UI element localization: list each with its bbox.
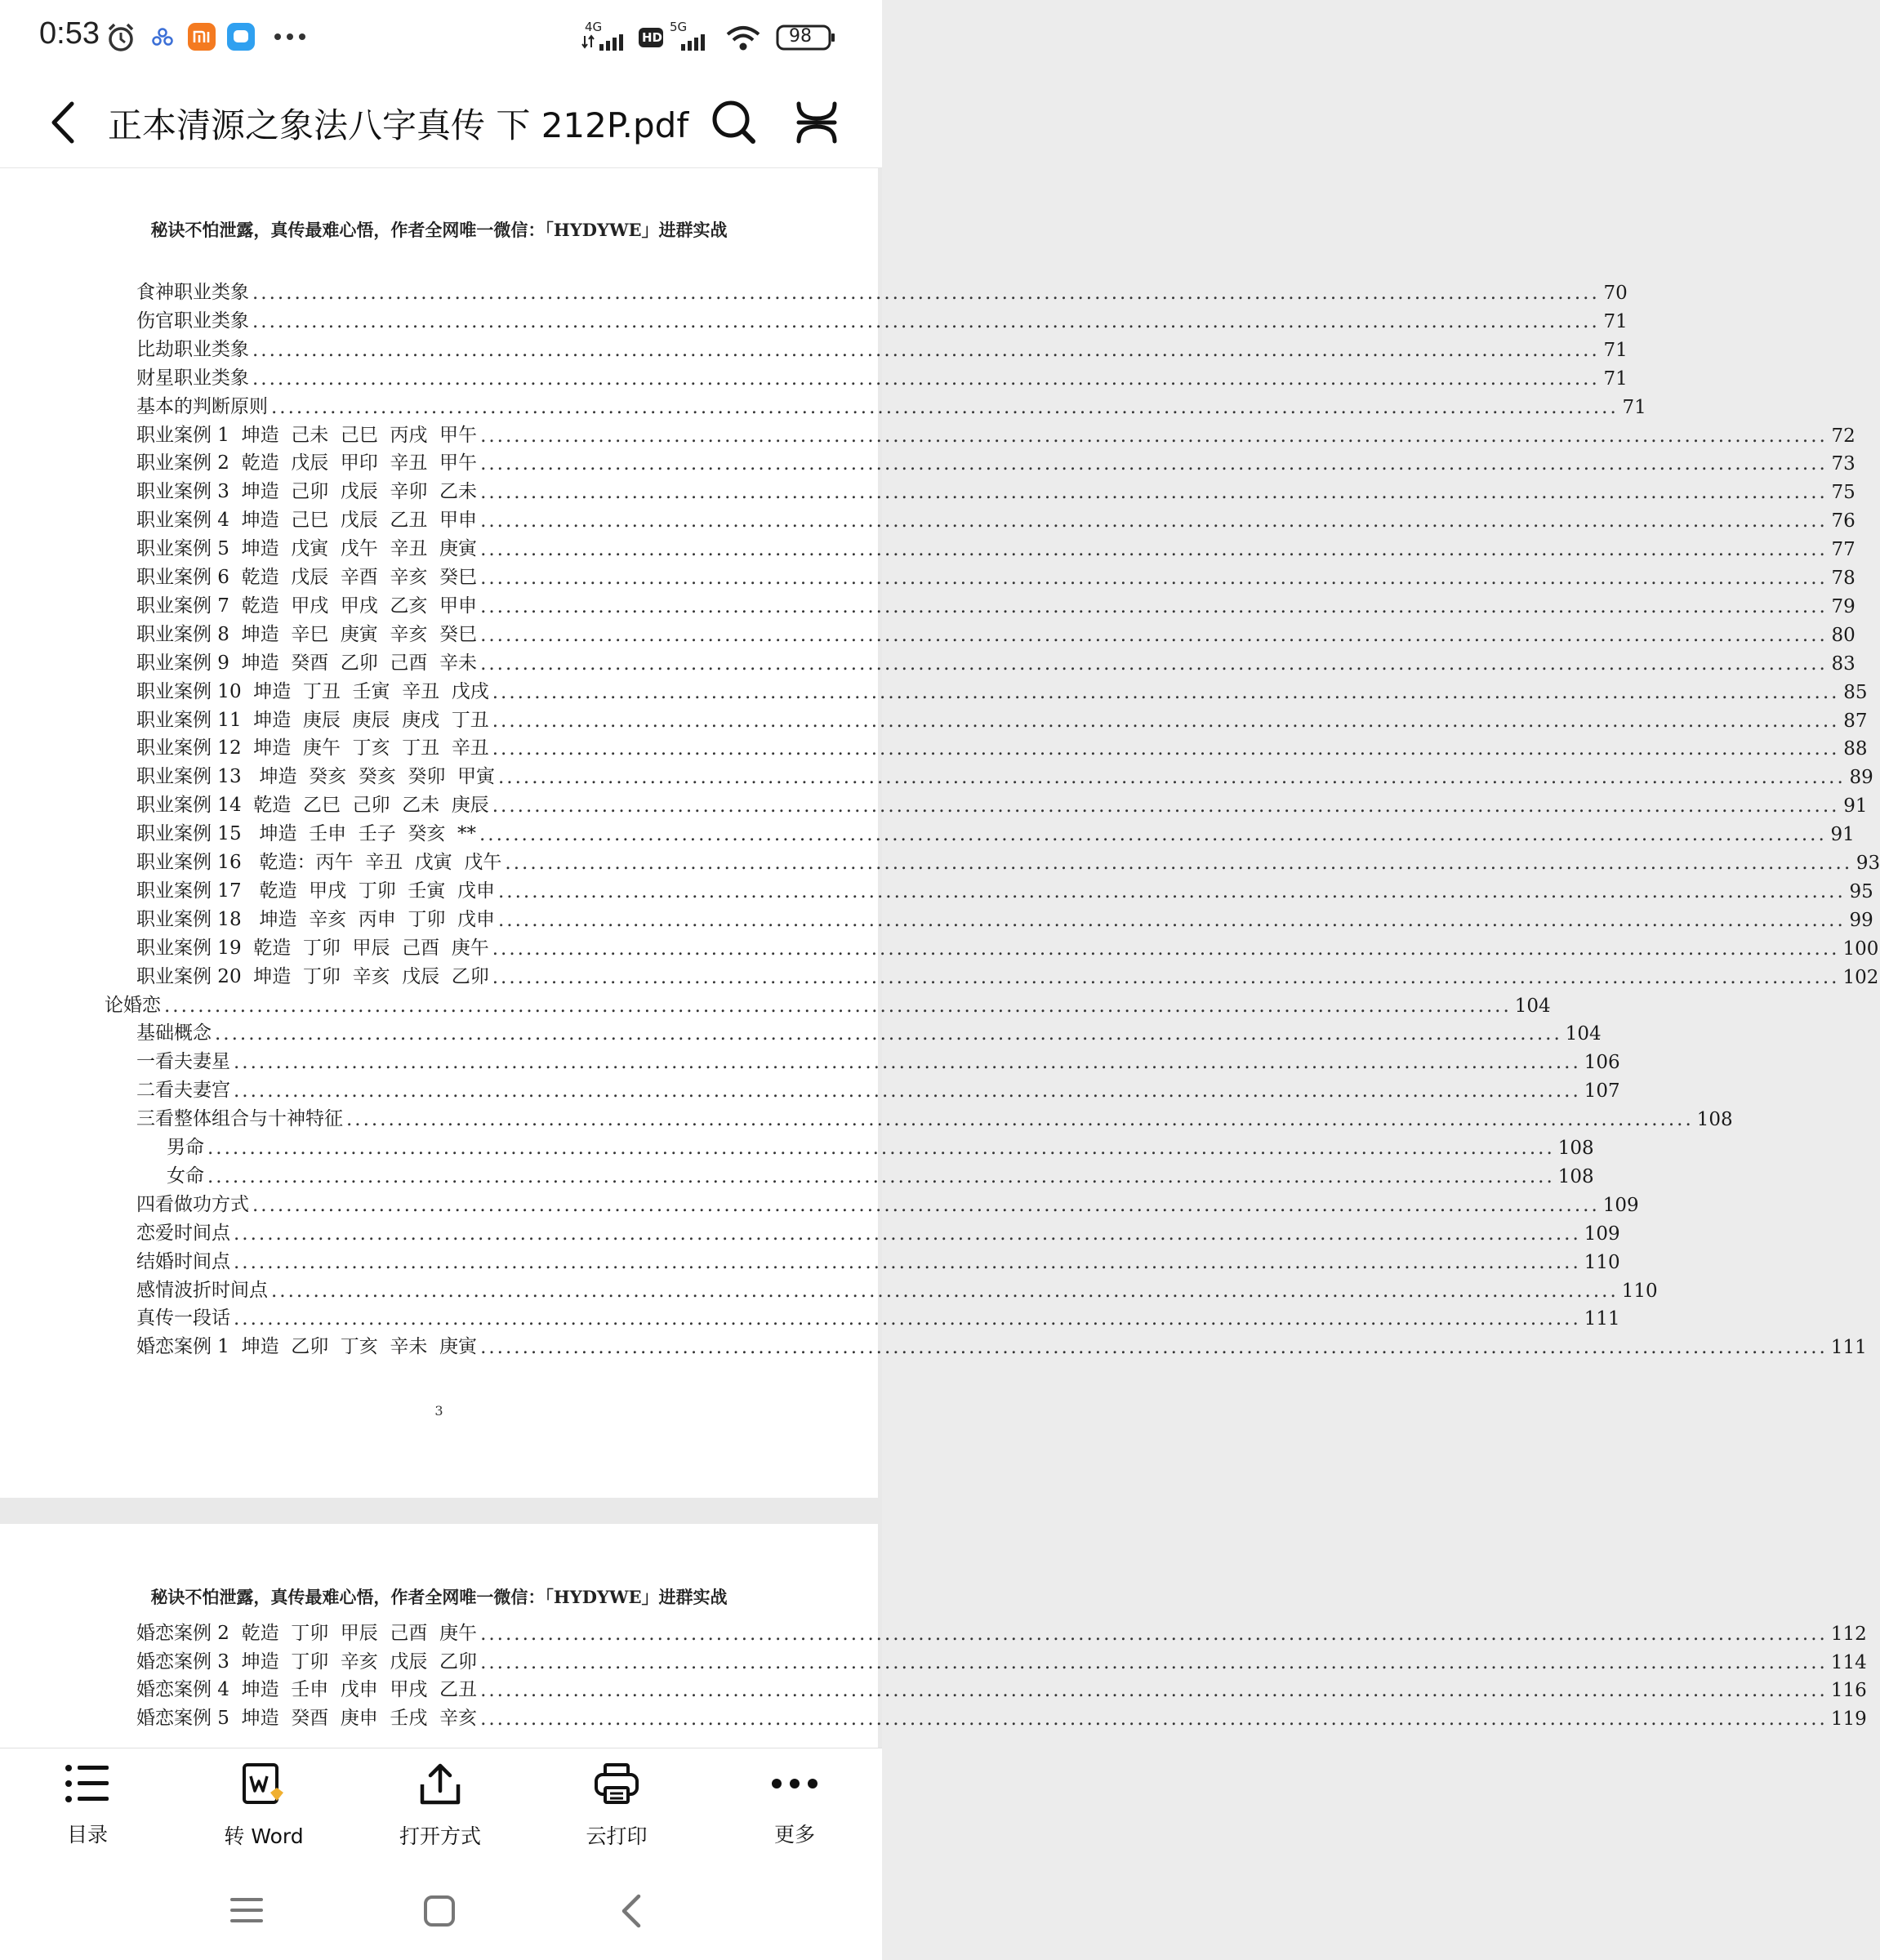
toc-entry-title: 感情波折时间点 — [136, 1279, 268, 1301]
toc-entry[interactable] — [136, 1702, 1867, 1730]
toc-entry-page: 91 — [1843, 795, 1868, 817]
toc-entry[interactable] — [136, 1217, 1620, 1245]
toc-dot-leader: ................................................................................................................................................................ — [480, 624, 1828, 646]
toc-entry-title: 职业案例 14 乾造 乙巳 己卯 乙未 庚辰 — [136, 795, 489, 817]
toc-entry-page: 108 — [1696, 1109, 1733, 1131]
toc-entry-title: 职业案例 3 坤造 己卯 戊辰 辛卯 乙未 — [136, 481, 478, 503]
toc-dot-leader: ................................................................................................................................................................ — [252, 368, 1600, 390]
page-header-text: 秘诀不怕泄露，真传最难心悟，作者全网唯一微信：「HYDYWE」进群实战 — [150, 1587, 728, 1607]
toc-entry[interactable] — [136, 1017, 1602, 1045]
toc-entry-title: 职业案例 10 坤造 丁丑 壬寅 辛丑 戊戌 — [136, 680, 489, 702]
toc-entry-page: 102 — [1842, 966, 1879, 988]
back-arrow-icon[interactable] — [47, 100, 80, 145]
toc-entry[interactable] — [136, 276, 1628, 304]
network-type-4g: 4G — [585, 20, 603, 34]
toc-entry-page: 104 — [1514, 995, 1551, 1017]
toc-entry-page: 88 — [1843, 738, 1868, 760]
toc-dot-leader: ................................................................................................................................................................ — [234, 1223, 1581, 1245]
toc-entry-page: 77 — [1831, 539, 1855, 561]
toc-entry-page: 116 — [1830, 1680, 1867, 1701]
toc-entry-page: 99 — [1849, 909, 1873, 931]
toc-entry-title: 婚恋案例 1 坤造 乙卯 丁亥 辛未 庚寅 — [136, 1336, 478, 1358]
toc-entry[interactable] — [136, 789, 1868, 817]
hd-label: HD — [642, 30, 663, 45]
toc-entry[interactable] — [136, 1045, 1620, 1074]
toc-dot-leader: ................................................................................................................................................................ — [498, 880, 1846, 902]
connection-icon — [152, 28, 173, 46]
toc-dot-leader: ................................................................................................................................................................ — [480, 1337, 1828, 1359]
toc-button[interactable] — [26, 1763, 149, 1848]
toc-entry-title: 婚恋案例 2 乾造 丁卯 甲辰 己酉 庚午 — [136, 1623, 478, 1644]
toc-entry-title: 职业案例 15 坤造 壬申 壬子 癸亥 ** — [136, 823, 476, 845]
toc-dot-leader: ................................................................................................................................................................ — [271, 1280, 1619, 1302]
toc-entry[interactable] — [136, 704, 1868, 732]
toc-entry[interactable] — [136, 932, 1879, 960]
toc-entry-title: 二看夫妻宫 — [136, 1080, 230, 1102]
pdf-page — [0, 168, 1880, 1498]
toc-entry-title: 职业案例 1 坤造 己未 己巳 丙戌 甲午 — [136, 424, 478, 446]
toc-dot-leader: ................................................................................................................................................................ — [480, 425, 1828, 447]
toc-entry-page: 114 — [1830, 1651, 1867, 1673]
toc-entry-page: 73 — [1831, 453, 1855, 475]
toc-entry-page: 71 — [1603, 310, 1628, 332]
toc-dot-leader: ................................................................................................................................................................ — [346, 1109, 1694, 1131]
toc-entry[interactable] — [136, 647, 1855, 675]
toc-entry-title: 职业案例 9 坤造 癸酉 乙卯 己酉 辛未 — [136, 652, 478, 674]
toc-entry-title: 职业案例 7 乾造 甲戌 甲戌 乙亥 甲申 — [136, 595, 478, 617]
toc-entry-title: 职业案例 19 乾造 丁卯 甲辰 己酉 庚午 — [136, 937, 489, 959]
word-convert-icon — [239, 1763, 288, 1806]
toc-entry-title: 婚恋案例 4 坤造 壬申 戊申 甲戌 乙丑 — [136, 1679, 478, 1700]
toc-entry-title: 职业案例 2 乾造 戊辰 甲印 辛丑 甲午 — [136, 452, 478, 474]
system-nav-bar — [0, 1862, 882, 1960]
toc-dot-leader: ................................................................................................................................................................ — [480, 510, 1828, 532]
more-label: 更多 — [773, 1823, 815, 1846]
toc-entry-page: 108 — [1557, 1138, 1594, 1159]
toc-entry-title: 职业案例 12 坤造 庚午 丁亥 丁丑 辛丑 — [136, 737, 489, 760]
alarm-icon — [105, 21, 137, 54]
toc-dot-leader: ................................................................................................................................................................ — [252, 339, 1600, 361]
toc-entry[interactable] — [136, 504, 1855, 532]
share-icon — [417, 1763, 463, 1806]
toc-entry-title: 职业案例 17 乾造 甲戌 丁卯 壬寅 戊申 — [136, 880, 495, 902]
toc-entry[interactable] — [136, 960, 1879, 988]
toc-entry-page: 110 — [1621, 1280, 1658, 1302]
toc-dot-leader: ................................................................................................................................................................ — [234, 1080, 1581, 1102]
toc-entry-title: 恋爱时间点 — [136, 1222, 230, 1244]
toc-entry[interactable] — [136, 1188, 1639, 1216]
toc-dot-leader: ................................................................................................................................................................ — [480, 1624, 1828, 1645]
more-notifications-icon — [274, 33, 306, 41]
toc-dot-leader: ................................................................................................................................................................ — [480, 568, 1828, 589]
toc-entry-title: 男命 — [167, 1137, 204, 1158]
document-top-bar — [0, 78, 882, 168]
toc-entry-title: 婚恋案例 3 坤造 丁卯 辛亥 戊辰 乙卯 — [136, 1650, 478, 1673]
toc-entry[interactable] — [136, 419, 1855, 447]
toc-dot-leader: ................................................................................................................................................................ — [480, 653, 1828, 675]
toc-dot-leader: ................................................................................................................................................................ — [492, 710, 1840, 732]
back-nav-icon[interactable] — [617, 1893, 645, 1929]
toc-entry-page: 71 — [1622, 396, 1646, 418]
toc-entry[interactable] — [136, 362, 1628, 390]
toc-dot-leader: ................................................................................................................................................................ — [480, 539, 1828, 561]
toc-dot-leader: ................................................................................................................................................................ — [271, 396, 1619, 418]
convert-to-word-button[interactable] — [203, 1763, 325, 1850]
toc-entry-title: 基础概念 — [136, 1022, 212, 1045]
toc-entry[interactable] — [167, 1131, 1594, 1159]
toc-dot-leader: ................................................................................................................................................................ — [252, 310, 1600, 332]
toc-entry-page: 79 — [1831, 595, 1855, 617]
toc-dot-leader: ................................................................................................................................................................ — [480, 1680, 1828, 1701]
toc-entry[interactable] — [136, 1074, 1620, 1102]
toc-entry[interactable] — [136, 1330, 1867, 1359]
toc-entry[interactable] — [136, 333, 1628, 361]
toc-entry-page: 72 — [1831, 425, 1855, 447]
toc-entry-title: 财星职业类象 — [136, 367, 249, 389]
toc-entry[interactable] — [136, 732, 1868, 760]
open-with-button[interactable] — [379, 1763, 501, 1850]
message-app-icon — [227, 23, 255, 51]
toc-dot-leader: ................................................................................................................................................................ — [492, 938, 1840, 960]
toc-entry[interactable] — [136, 590, 1855, 617]
wifi-icon — [725, 24, 761, 52]
toc-dot-leader: ................................................................................................................................................................ — [252, 283, 1600, 304]
toc-entry-title: 伤官职业类象 — [136, 310, 249, 332]
toc-entry-page: 87 — [1843, 710, 1868, 732]
toc-entry[interactable] — [136, 903, 1873, 931]
toc-entry-title: 职业案例 4 坤造 己巳 戊辰 乙丑 甲申 — [136, 510, 478, 532]
page-header-text: 秘诀不怕泄露，真传最难心悟，作者全网唯一微信：「HYDYWE」进群实战 — [150, 220, 728, 240]
mi-app-icon — [188, 23, 216, 51]
toc-entry-title: 职业案例 20 坤造 丁卯 辛亥 戊辰 乙卯 — [136, 965, 489, 987]
toc-entry-page: 78 — [1831, 568, 1855, 589]
toc-dot-leader: ................................................................................................................................................................ — [492, 681, 1840, 703]
toc-dot-leader: ................................................................................................................................................................ — [505, 853, 1853, 874]
signal-4g-icon — [581, 33, 630, 51]
toc-entry-page: 112 — [1830, 1624, 1867, 1645]
toc-entry-page: 95 — [1849, 880, 1873, 902]
toc-entry-page: 119 — [1830, 1708, 1867, 1730]
more-dots-icon — [770, 1763, 819, 1804]
toc-entry-page: 83 — [1831, 653, 1855, 675]
signal-5g-icon — [675, 33, 715, 51]
network-type-5g: 5G — [670, 20, 688, 34]
toc-entry[interactable] — [136, 1617, 1867, 1645]
toc-entry[interactable] — [136, 1673, 1867, 1701]
toc-dot-leader: ................................................................................................................................................................ — [207, 1165, 1555, 1187]
search-icon[interactable] — [711, 99, 756, 146]
toc-entry-title: 基本的判断原则 — [136, 395, 268, 417]
toc-entry[interactable] — [136, 760, 1873, 789]
battery-level: 98 — [789, 26, 812, 47]
recent-apps-icon[interactable] — [230, 1896, 263, 1924]
toc-entry-page: 91 — [1830, 824, 1855, 846]
toc-entry[interactable] — [136, 390, 1646, 418]
toc-entry-title: 真传一段话 — [136, 1307, 230, 1330]
cloud-print-label: 云打印 — [586, 1824, 648, 1848]
toc-dot-leader: ................................................................................................................................................................ — [234, 1052, 1581, 1074]
toc-entry-title: 职业案例 6 乾造 戊辰 辛酉 辛亥 癸巳 — [136, 567, 478, 588]
cloud-print-button[interactable] — [555, 1763, 678, 1850]
toc-entry[interactable] — [167, 1160, 1594, 1187]
toc-entry-title: 职业案例 13 坤造 癸亥 癸亥 癸卯 甲寅 — [136, 766, 495, 788]
toc-dot-leader: ................................................................................................................................................................ — [492, 738, 1840, 760]
toc-entry-title: 结婚时间点 — [136, 1250, 230, 1272]
toc-entry[interactable] — [136, 561, 1855, 589]
toc-entry-page: 71 — [1603, 368, 1628, 390]
bottom-toolbar — [0, 1748, 882, 1863]
open-with-label: 打开方式 — [399, 1824, 481, 1848]
toc-dot-leader: ................................................................................................................................................................ — [492, 795, 1840, 817]
toc-entry-page: 108 — [1557, 1165, 1594, 1187]
toc-entry[interactable] — [136, 475, 1855, 504]
toc-dot-leader: ................................................................................................................................................................ — [498, 767, 1846, 789]
toc-entry-page: 110 — [1584, 1251, 1620, 1273]
status-time: 0:53 — [39, 16, 100, 51]
toc-entry-title: 婚恋案例 5 坤造 癸酉 庚申 壬戌 辛亥 — [136, 1707, 478, 1729]
toc-dot-leader: ................................................................................................................................................................ — [480, 1708, 1828, 1730]
toc-entry-page: 111 — [1830, 1337, 1867, 1359]
toc-dot-leader: ................................................................................................................................................................ — [252, 1194, 1600, 1216]
toc-dot-leader: ................................................................................................................................................................ — [498, 909, 1846, 931]
toc-dot-leader: ................................................................................................................................................................ — [480, 1651, 1828, 1673]
toc-entry[interactable] — [136, 1245, 1620, 1273]
toc-entry[interactable] — [136, 675, 1868, 703]
toc-dot-leader: ................................................................................................................................................................ — [492, 966, 1840, 988]
toc-entry-page: 106 — [1584, 1052, 1620, 1074]
toc-entry-title: 比劫职业类象 — [136, 338, 249, 360]
toc-entry-page: 89 — [1849, 767, 1873, 789]
toc-entry[interactable] — [136, 1274, 1658, 1302]
page-number: 3 — [434, 1403, 443, 1419]
pdf-viewer[interactable] — [0, 168, 1880, 1748]
toc-entry[interactable] — [136, 1302, 1620, 1330]
toc-dot-leader: ................................................................................................................................................................ — [480, 482, 1828, 504]
toc-entry-title: 职业案例 18 坤造 辛亥 丙申 丁卯 戊申 — [136, 908, 495, 930]
toc-entry[interactable] — [136, 817, 1855, 846]
toc-dot-leader: ................................................................................................................................................................ — [479, 824, 1827, 846]
toc-entry-title: 食神职业类象 — [136, 282, 249, 303]
toc-entry-page: 109 — [1602, 1194, 1639, 1216]
toc-entry[interactable] — [136, 532, 1855, 561]
toc-entry-page: 71 — [1603, 339, 1628, 361]
convert-to-word-label: 转 Word — [224, 1824, 304, 1848]
toc-entry-page: 80 — [1831, 624, 1855, 646]
toc-label: 目录 — [66, 1823, 108, 1846]
toc-entry[interactable] — [136, 1646, 1867, 1673]
toc-dot-leader: ................................................................................................................................................................ — [207, 1138, 1555, 1159]
toc-dot-leader: ................................................................................................................................................................ — [234, 1308, 1581, 1330]
toc-entry-page: 111 — [1584, 1308, 1620, 1330]
toc-entry-page: 85 — [1843, 681, 1868, 703]
toc-entry-page: 109 — [1584, 1223, 1620, 1245]
toc-entry-page: 70 — [1603, 283, 1628, 304]
toc-entry-title: 三看整体组合与十神特征 — [136, 1108, 343, 1130]
toc-entry-title: 职业案例 5 坤造 戊寅 戊午 辛丑 庚寅 — [136, 538, 478, 560]
toc-dot-leader: ................................................................................................................................................................ — [215, 1023, 1562, 1045]
toc-entry[interactable] — [105, 989, 1551, 1017]
home-icon[interactable] — [423, 1895, 456, 1927]
toc-entry[interactable] — [136, 447, 1855, 475]
toc-entry-page: 75 — [1831, 482, 1855, 504]
toc-entry-page: 104 — [1565, 1023, 1602, 1045]
reading-mode-icon[interactable] — [794, 99, 840, 146]
toc-entry-page: 107 — [1584, 1080, 1620, 1102]
toc-entry-title: 职业案例 16 乾造：丙午 辛丑 戊寅 戊午 — [136, 852, 502, 873]
toc-entry-page: 93 — [1855, 853, 1880, 874]
toc-entry-title: 职业案例 8 坤造 辛巳 庚寅 辛亥 癸巳 — [136, 623, 478, 645]
list-icon — [65, 1763, 110, 1804]
toc-dot-leader: ................................................................................................................................................................ — [234, 1251, 1581, 1273]
toc-entry-title: 四看做功方式 — [136, 1193, 249, 1215]
toc-entry-page: 100 — [1842, 938, 1879, 960]
status-bar — [0, 0, 882, 78]
toc-entry[interactable] — [136, 1102, 1733, 1131]
toc-dot-leader: ................................................................................................................................................................ — [480, 595, 1828, 617]
toc-entry[interactable] — [136, 305, 1628, 332]
printer-icon — [593, 1763, 640, 1806]
toc-entry-title: 女命 — [167, 1165, 204, 1187]
toc-entry-title: 论婚恋 — [105, 994, 161, 1016]
toc-entry[interactable] — [136, 618, 1855, 646]
toc-dot-leader: ................................................................................................................................................................ — [164, 995, 1512, 1017]
toc-entry-title: 职业案例 11 坤造 庚辰 庚辰 庚戌 丁丑 — [136, 709, 489, 731]
more-button[interactable] — [733, 1763, 856, 1848]
toc-entry-title: 一看夫妻星 — [136, 1051, 230, 1073]
toc-dot-leader: ................................................................................................................................................................ — [480, 453, 1828, 475]
document-title: 正本清源之象法八字真传 下 212P.pdf — [108, 105, 689, 145]
toc-entry[interactable] — [136, 875, 1873, 902]
toc-entry-page: 76 — [1831, 510, 1855, 532]
toc-entry[interactable] — [136, 846, 1880, 874]
